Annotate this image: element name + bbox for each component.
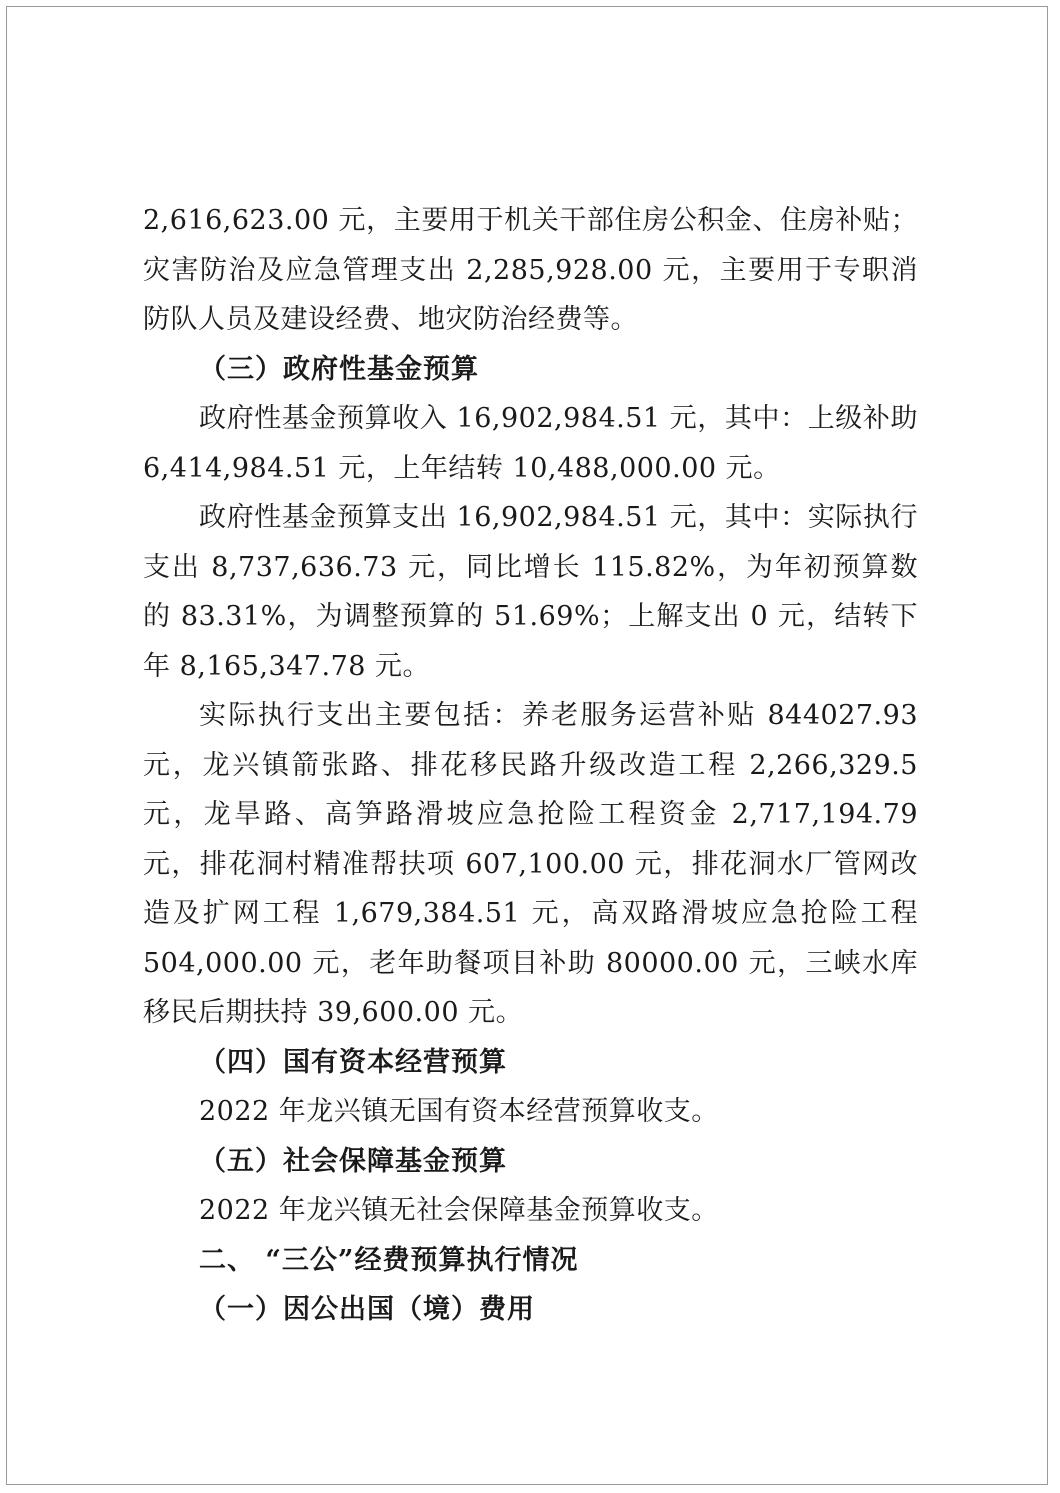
paragraph-state-capital-budget: 2022 年龙兴镇无国有资本经营预算收支。 bbox=[199, 1096, 719, 1127]
heading-state-capital-budget: （四）国有资本经营预算 bbox=[199, 1046, 507, 1078]
paragraph-social-security-fund-budget: 2022 年龙兴镇无社会保障基金预算收支。 bbox=[199, 1195, 719, 1226]
paragraph-fund-budget-revenue: 政府性基金预算收入 16,902,984.51 元，其中：上级补助 6,414,984.51 元，上年结转 10,488,000.00 元。 bbox=[143, 403, 918, 484]
heading-government-fund-budget: （三）政府性基金预算 bbox=[199, 353, 479, 385]
heading-social-security-fund-budget: （五）社会保障基金预算 bbox=[199, 1145, 507, 1177]
document-body bbox=[143, 196, 918, 1335]
paragraph-housing-and-disaster-expenditure: 2,616,623.00 元，主要用于机关干部住房公积金、住房补贴；灾害防治及应急管理支出 2,285,928.00 元，主要用于专职消防队人员及建设经费、地灾防治经费等。 bbox=[143, 205, 918, 335]
heading-overseas-travel-expenses: （一）因公出国（境）费用 bbox=[199, 1294, 535, 1325]
heading-three-public-expenses: 二、 “三公”经费预算执行情况 bbox=[199, 1244, 579, 1276]
paragraph-fund-budget-expenditure: 政府性基金预算支出 16,902,984.51 元，其中：实际执行支出 8,737,636.73 元，同比增长 115.82%，为年初预算数的 83.31%，为调整预算的 51.69%；上解支出 0 元，结转下年 8,165,347.78 元。 bbox=[143, 502, 918, 682]
paragraph-actual-expenditure-items: 实际执行支出主要包括：养老服务运营补贴 844027.93 元，龙兴镇箭张路、排花移民路升级改造工程 2,266,329.5 元，龙旱路、高笋路滑坡应急抢险工程资金 2,717,194.79 元，排花洞村精准帮扶项 607,100.00 元，排花洞水厂管网改造及扩网工程 1,679,384.51 元，高双路滑坡应急抢险工程 504,000.00 元，老年助餐项目补助 80000.00 元，三峡水库移民后期扶持 39,600.00 元。 bbox=[143, 700, 918, 1028]
